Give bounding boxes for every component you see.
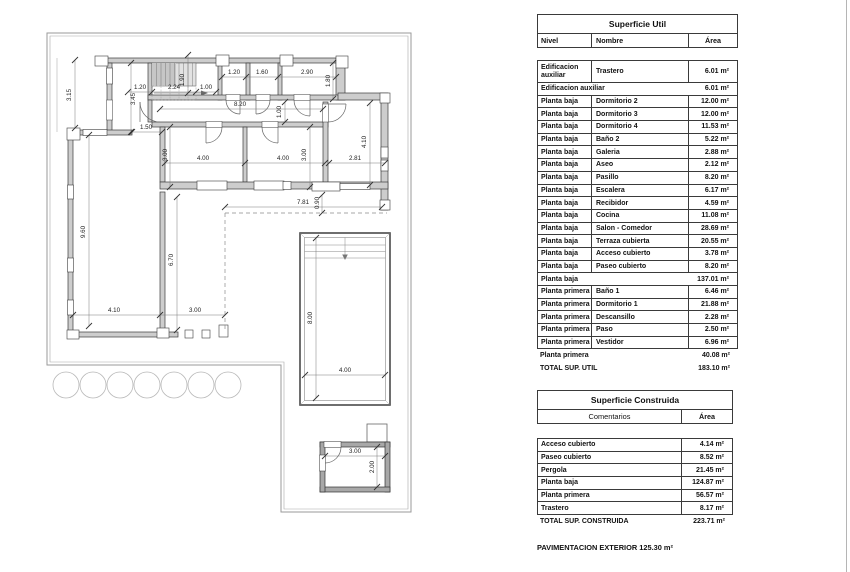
dimension-label: 1.00 <box>276 105 283 119</box>
table-cell: 11.53 m² <box>688 121 737 133</box>
dimension-label: 1.50 <box>139 124 153 131</box>
dimension-label: 1.00 <box>199 84 213 91</box>
table-cell: Salon - Comedor <box>591 223 688 235</box>
superficie-construida-rows <box>537 438 733 528</box>
row-area-value: 6.01 m² <box>704 85 729 93</box>
table-cell: 6.96 m² <box>688 337 737 349</box>
table-cell: 11.08 m² <box>688 210 737 222</box>
table-cell: 4.59 m² <box>688 197 737 209</box>
table-cell: Edificacion auxiliar <box>541 63 579 79</box>
row-label: TOTAL SUP. UTIL <box>540 364 598 372</box>
table-row <box>537 515 733 528</box>
table-cell: 28.69 m² <box>688 223 737 235</box>
dimension-label: 9.60 <box>80 225 87 239</box>
row-area-value: 183.10 m² <box>698 364 730 372</box>
superficie-util-rows <box>537 60 738 375</box>
superficie-util-header <box>537 14 738 48</box>
table-cell: Planta baja <box>541 123 578 131</box>
dimension-label: 7.81 <box>296 199 310 206</box>
table-cell: Cocina <box>591 210 688 222</box>
dimension-label: 2.81 <box>348 155 362 162</box>
column-header-area: Área <box>688 34 737 47</box>
dimension-label: 0.90 <box>314 196 321 210</box>
table-cell: Acceso cubierto <box>541 441 596 449</box>
dimension-label: 2.24 <box>167 84 181 91</box>
row-label: Planta primera <box>540 352 589 360</box>
table-cell: Baño 1 <box>591 286 688 298</box>
superficie-util-title: Superficie Util <box>538 15 737 34</box>
table-cell: Planta primera <box>541 339 590 347</box>
table-cell: Dormitorio 2 <box>591 96 688 108</box>
table-cell: Planta baja <box>541 174 578 182</box>
table-cell: 12.00 m² <box>688 96 737 108</box>
trastero-building <box>320 424 391 492</box>
table-cell: Dormitorio 4 <box>591 121 688 133</box>
table-cell: 56.57 m² <box>681 490 732 502</box>
dimension-label: 2.90 <box>300 69 314 76</box>
dimension-label: 4.10 <box>361 135 368 149</box>
table-cell: Pergola <box>541 466 567 474</box>
dimension-label: 6.70 <box>168 253 175 267</box>
table-cell: Trastero <box>591 61 688 82</box>
table-row <box>537 490 733 503</box>
table-row <box>537 235 738 248</box>
table-row <box>537 83 738 96</box>
table-row <box>537 324 738 337</box>
dimension-label: 1.80 <box>325 74 332 88</box>
table-row <box>537 273 738 286</box>
table-cell: 4.14 m² <box>681 439 732 451</box>
table-cell: Planta baja <box>541 110 578 118</box>
table-row <box>537 464 733 477</box>
dimension-label: 4.00 <box>276 155 290 162</box>
table-cell: 12.00 m² <box>688 108 737 120</box>
table-cell: Trastero <box>541 504 569 512</box>
table-cell: Recibidor <box>591 197 688 209</box>
table-row <box>537 159 738 172</box>
table-cell: 3.78 m² <box>688 248 737 260</box>
table-cell: Planta baja <box>541 98 578 106</box>
table-cell: Planta baja <box>541 212 578 220</box>
table-cell: 8.52 m² <box>681 452 732 464</box>
table-cell: Planta primera <box>541 288 590 296</box>
dimension-label: 1.60 <box>255 69 269 76</box>
row-area-value: 40.08 m² <box>701 352 730 360</box>
table-cell: 6.17 m² <box>688 185 737 197</box>
column-header-comentarios: Comentarios <box>588 412 631 421</box>
column-header-area: Área <box>681 410 732 423</box>
row-area-value: 137.01 m² <box>697 275 729 283</box>
table-row <box>537 362 738 375</box>
table-row <box>537 185 738 198</box>
table-cell: Vestidor <box>591 337 688 349</box>
dimension-label: 1.20 <box>133 84 147 91</box>
table-cell: 21.45 m² <box>681 464 732 476</box>
table-cell: 8.17 m² <box>681 502 732 514</box>
dimension-label: 4.00 <box>338 367 352 374</box>
table-cell: Acceso cubierto <box>591 248 688 260</box>
column-header-nombre: Nombre <box>591 34 688 47</box>
table-cell: Terraza cubierta <box>591 235 688 247</box>
table-cell: 20.55 m² <box>688 235 737 247</box>
table-row <box>537 349 738 362</box>
table-cell: Planta baja <box>541 237 578 245</box>
dimension-label: 1.20 <box>227 69 241 76</box>
table-cell: 8.20 m² <box>688 172 737 184</box>
table-cell: Planta baja <box>541 224 578 232</box>
table-row <box>537 261 738 274</box>
table-row <box>537 134 738 147</box>
table-row <box>537 337 738 350</box>
superficie-construida-header <box>537 390 733 424</box>
table-cell: Planta baja <box>541 136 578 144</box>
superficie-construida-title: Superficie Construida <box>538 391 732 410</box>
table-cell: Planta baja <box>541 479 578 487</box>
table-row <box>537 197 738 210</box>
table-cell: Planta baja <box>541 199 578 207</box>
dimension-label: 8.20 <box>233 101 247 108</box>
dimension-label: 3.45 <box>130 92 137 106</box>
dimension-label: 4.00 <box>196 155 210 162</box>
table-row <box>537 439 733 452</box>
landscaping-circles <box>53 372 241 398</box>
row-label: Edificacion auxiliar <box>541 85 605 93</box>
dimension-label: 2.00 <box>369 460 376 474</box>
table-cell: 5.22 m² <box>688 134 737 146</box>
table-cell: Escalera <box>591 185 688 197</box>
dimension-label: 3.00 <box>301 148 308 162</box>
superficie-construida-table <box>537 390 733 528</box>
table-cell: 6.01 m² <box>688 61 737 82</box>
dimension-label: 3.00 <box>188 307 202 314</box>
table-cell: 6.46 m² <box>688 286 737 298</box>
table-row <box>537 502 733 515</box>
column-header-nivel: Nivel <box>541 36 559 45</box>
table-cell: Paso <box>591 324 688 336</box>
pavimentacion-note: PAVIMENTACION EXTERIOR 125.30 m² <box>537 543 673 552</box>
table-cell: Paseo cubierto <box>591 261 688 273</box>
table-cell: 2.50 m² <box>688 324 737 336</box>
table-cell: Planta primera <box>541 492 590 500</box>
dimension-label: 1.90 <box>179 73 186 87</box>
dimension-label: 3.00 <box>162 148 169 162</box>
dimension-label: 3.00 <box>348 448 362 455</box>
row-label: TOTAL SUP. CONSTRUIDA <box>540 517 629 525</box>
table-cell: Pasillo <box>591 172 688 184</box>
table-cell: 8.20 m² <box>688 261 737 273</box>
superficie-util-table <box>537 14 738 375</box>
table-cell: Planta baja <box>541 250 578 258</box>
table-cell: Planta baja <box>541 148 578 156</box>
table-cell: Planta primera <box>541 326 590 334</box>
row-label: Planta baja <box>541 275 578 283</box>
table-cell: Dormitorio 1 <box>591 299 688 311</box>
table-row <box>537 223 738 236</box>
table-row <box>537 286 738 299</box>
table-row <box>537 210 738 223</box>
table-cell: 2.88 m² <box>688 146 737 158</box>
table-row <box>537 146 738 159</box>
table-row <box>537 248 738 261</box>
table-cell: 124.87 m² <box>681 477 732 489</box>
table-cell: Baño 2 <box>591 134 688 146</box>
table-cell: 2.28 m² <box>688 311 737 323</box>
table-cell: Planta primera <box>541 301 590 309</box>
table-cell: Planta baja <box>541 262 578 270</box>
row-area-value: 223.71 m² <box>693 517 725 525</box>
table-cell: Paseo cubierto <box>541 454 592 462</box>
table-cell: 2.12 m² <box>688 159 737 171</box>
table-row <box>537 108 738 121</box>
table-row <box>537 299 738 312</box>
table-cell: Dormitorio 3 <box>591 108 688 120</box>
table-cell: Planta primera <box>541 313 590 321</box>
table-row <box>537 452 733 465</box>
table-row <box>537 121 738 134</box>
page-edge-line <box>846 0 847 572</box>
table-row <box>537 61 738 83</box>
table-row <box>537 477 733 490</box>
table-row <box>537 311 738 324</box>
table-row <box>537 96 738 109</box>
table-cell: Aseo <box>591 159 688 171</box>
table-cell: Planta baja <box>541 186 578 194</box>
dimension-label: 4.10 <box>107 307 121 314</box>
table-cell: Galeria <box>591 146 688 158</box>
table-cell: Descansillo <box>591 311 688 323</box>
table-cell: Planta baja <box>541 161 578 169</box>
table-row <box>537 172 738 185</box>
table-cell: 21.88 m² <box>688 299 737 311</box>
dimension-label: 3.15 <box>66 88 73 102</box>
dimension-label: 8.00 <box>307 311 314 325</box>
